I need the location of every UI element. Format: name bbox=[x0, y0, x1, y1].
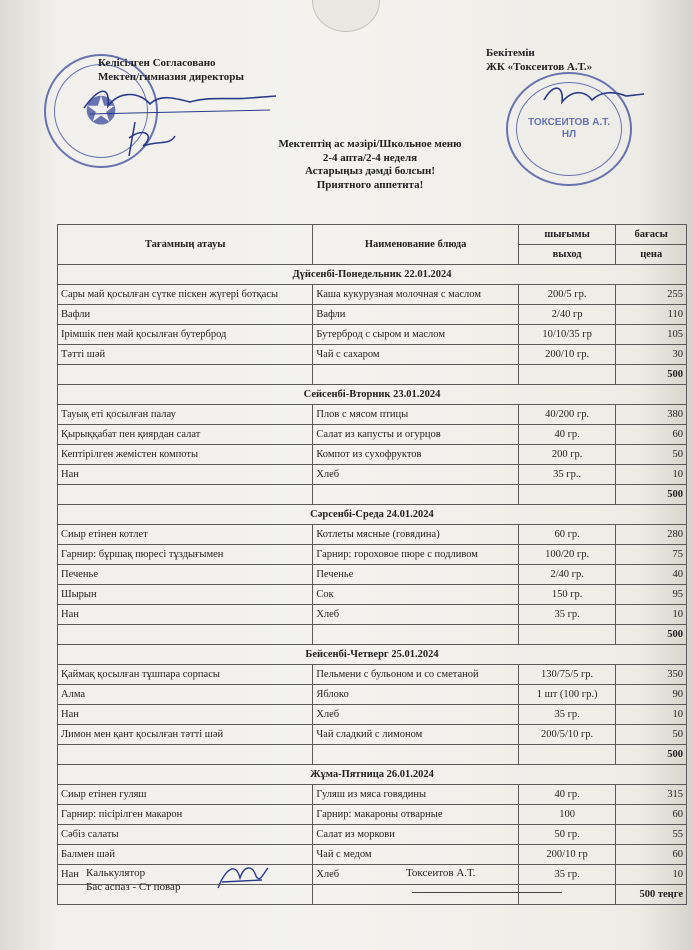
dish-output: 35 гр. bbox=[518, 605, 616, 625]
director-label: Мектеп/гимназия директоры bbox=[98, 71, 244, 83]
director-initials-signature bbox=[115, 116, 185, 166]
dish-name-kaz: Нан bbox=[58, 605, 313, 625]
dish-output: 2/40 гр bbox=[518, 305, 616, 325]
empty-cell bbox=[518, 365, 616, 385]
day-title: Дүйсенбі-Понедельник 22.01.2024 bbox=[58, 265, 687, 285]
day-total: 500 bbox=[616, 625, 687, 645]
dish-name-rus: Хлеб bbox=[313, 865, 519, 885]
dish-name-kaz: Тәтті шәй bbox=[58, 345, 313, 365]
day-header-row bbox=[58, 505, 687, 525]
dish-name-kaz: Сиыр етінен котлет bbox=[58, 525, 313, 545]
dish-output: 200/10 гр. bbox=[518, 345, 616, 365]
day-header-row bbox=[58, 765, 687, 785]
dish-output: 35 гр.. bbox=[518, 465, 616, 485]
dish-name-kaz: Шырын bbox=[58, 585, 313, 605]
footer-calculator bbox=[86, 866, 180, 894]
day-title: Сейсенбі-Вторник 23.01.2024 bbox=[58, 385, 687, 405]
dish-output: 100 bbox=[518, 805, 616, 825]
dish-name-kaz: Нан bbox=[58, 705, 313, 725]
menu-item-row bbox=[58, 685, 687, 705]
page-title bbox=[220, 138, 520, 192]
dish-price: 280 bbox=[616, 525, 687, 545]
dish-output: 200 гр. bbox=[518, 445, 616, 465]
day-total: 500 теңге bbox=[616, 885, 687, 905]
menu-item-row bbox=[58, 345, 687, 365]
dish-price: 10 bbox=[616, 705, 687, 725]
dish-output: 200/10 гр bbox=[518, 845, 616, 865]
dish-name-rus: Чай с медом bbox=[313, 845, 519, 865]
approval-right bbox=[486, 46, 592, 74]
menu-item-row bbox=[58, 845, 687, 865]
menu-item-row bbox=[58, 285, 687, 305]
day-total: 500 bbox=[616, 365, 687, 385]
empty-cell bbox=[313, 625, 519, 645]
dish-name-rus: Салат из моркови bbox=[313, 825, 519, 845]
empty-cell bbox=[58, 625, 313, 645]
menu-item-row bbox=[58, 305, 687, 325]
dish-name-rus: Хлеб bbox=[313, 705, 519, 725]
dish-name-kaz: Нан bbox=[58, 465, 313, 485]
calculator-label: Калькулятор bbox=[86, 867, 146, 879]
agreed-label: Келісілген Согласовано bbox=[98, 57, 216, 69]
menu-item-row bbox=[58, 705, 687, 725]
menu-item-row bbox=[58, 465, 687, 485]
day-total-row bbox=[58, 625, 687, 645]
dish-name-rus: Хлеб bbox=[313, 465, 519, 485]
dish-price: 40 bbox=[616, 565, 687, 585]
menu-item-row bbox=[58, 725, 687, 745]
dish-name-kaz: Нан bbox=[58, 865, 313, 885]
menu-item-row bbox=[58, 445, 687, 465]
dish-price: 10 bbox=[616, 605, 687, 625]
dish-price: 90 bbox=[616, 685, 687, 705]
day-title: Сәрсенбі-Среда 24.01.2024 bbox=[58, 505, 687, 525]
dish-name-kaz: Сәбіз салаты bbox=[58, 825, 313, 845]
dish-name-rus: Каша кукурузная молочная с маслом bbox=[313, 285, 519, 305]
dish-name-rus: Гарнир: гороховое пюре с подливом bbox=[313, 545, 519, 565]
header-price-rus: цена bbox=[616, 245, 687, 265]
empty-cell bbox=[58, 485, 313, 505]
dish-price: 10 bbox=[616, 865, 687, 885]
dish-name-rus: Чай с сахаром bbox=[313, 345, 519, 365]
day-total: 500 bbox=[616, 485, 687, 505]
title-line-3: Астарыңыз дәмді болсын! bbox=[304, 165, 436, 177]
empty-cell bbox=[518, 745, 616, 765]
title-line-1: Мектептің ас мәзірі/Школьное меню bbox=[278, 138, 462, 150]
approver-signature bbox=[540, 78, 650, 118]
dish-output: 40 гр. bbox=[518, 425, 616, 445]
dish-name-rus: Вафли bbox=[313, 305, 519, 325]
entrepreneur-label: ЖК «Токсеитов А.Т.» bbox=[486, 61, 593, 73]
dish-name-rus: Печенье bbox=[313, 565, 519, 585]
empty-cell bbox=[313, 885, 519, 905]
dish-price: 10 bbox=[616, 465, 687, 485]
dish-name-rus: Салат из капусты и огурцов bbox=[313, 425, 519, 445]
empty-cell bbox=[313, 365, 519, 385]
dish-output: 50 гр. bbox=[518, 825, 616, 845]
dish-price: 350 bbox=[616, 665, 687, 685]
signature-line bbox=[412, 892, 562, 893]
dish-name-kaz: Гарнир: бұршақ пюресі тұздығымен bbox=[58, 545, 313, 565]
dish-price: 95 bbox=[616, 585, 687, 605]
empty-cell bbox=[313, 745, 519, 765]
dish-name-rus: Хлеб bbox=[313, 605, 519, 625]
menu-item-row bbox=[58, 425, 687, 445]
dish-output: 35 гр. bbox=[518, 705, 616, 725]
dish-name-kaz: Тауық еті қосылған палау bbox=[58, 405, 313, 425]
menu-item-row bbox=[58, 565, 687, 585]
dish-output: 200/5 гр. bbox=[518, 285, 616, 305]
punch-hole bbox=[312, 0, 380, 32]
empty-cell bbox=[518, 885, 616, 905]
dish-name-kaz: Балмен шәй bbox=[58, 845, 313, 865]
dish-price: 60 bbox=[616, 805, 687, 825]
day-total-row bbox=[58, 485, 687, 505]
footer-signer bbox=[406, 866, 475, 880]
director-signature bbox=[80, 80, 280, 120]
dish-price: 60 bbox=[616, 845, 687, 865]
dish-output: 100/20 гр. bbox=[518, 545, 616, 565]
empty-cell bbox=[58, 745, 313, 765]
dish-price: 255 bbox=[616, 285, 687, 305]
empty-cell bbox=[58, 365, 313, 385]
dish-name-kaz: Сары май қосылған сүтке піскен жүгері ботқасы bbox=[58, 285, 313, 305]
dish-price: 75 bbox=[616, 545, 687, 565]
dish-output: 130/75/5 гр. bbox=[518, 665, 616, 685]
dish-name-kaz: Алма bbox=[58, 685, 313, 705]
dish-name-rus: Компот из сухофруктов bbox=[313, 445, 519, 465]
dish-output: 40/200 гр. bbox=[518, 405, 616, 425]
header-rus: Наименование блюда bbox=[313, 225, 519, 265]
menu-item-row bbox=[58, 605, 687, 625]
dish-output: 35 гр. bbox=[518, 865, 616, 885]
day-header-row bbox=[58, 385, 687, 405]
dish-name-kaz: Лимон мен қант қосылған тәтті шәй bbox=[58, 725, 313, 745]
dish-name-kaz: Қаймақ қосылған тұшпара сорпасы bbox=[58, 665, 313, 685]
day-title: Бейсенбі-Четверг 25.01.2024 bbox=[58, 645, 687, 665]
dish-price: 50 bbox=[616, 725, 687, 745]
day-header-row bbox=[58, 645, 687, 665]
header-out-kaz: шығымы bbox=[518, 225, 616, 245]
menu-item-row bbox=[58, 785, 687, 805]
dish-name-rus: Чай сладкий с лимоном bbox=[313, 725, 519, 745]
dish-output: 2/40 гр. bbox=[518, 565, 616, 585]
menu-item-row bbox=[58, 825, 687, 845]
dish-name-rus: Гарнир: макароны отварные bbox=[313, 805, 519, 825]
dish-name-kaz: Қырыққабат пен қиярдан салат bbox=[58, 425, 313, 445]
day-total-row bbox=[58, 365, 687, 385]
dish-name-rus: Сок bbox=[313, 585, 519, 605]
approve-label: Бекітемін bbox=[486, 47, 535, 59]
dish-price: 105 bbox=[616, 325, 687, 345]
menu-table bbox=[57, 224, 687, 905]
dish-output: 40 гр. bbox=[518, 785, 616, 805]
dish-name-rus: Яблоко bbox=[313, 685, 519, 705]
title-line-2: 2-4 апта/2-4 неделя bbox=[322, 151, 418, 164]
menu-item-row bbox=[58, 585, 687, 605]
dish-price: 380 bbox=[616, 405, 687, 425]
dish-name-kaz: Гарнир: пісірілген макарон bbox=[58, 805, 313, 825]
dish-output: 150 гр. bbox=[518, 585, 616, 605]
menu-item-row bbox=[58, 325, 687, 345]
signer-name: Токсеитов А.Т. bbox=[406, 867, 476, 879]
empty-cell bbox=[313, 485, 519, 505]
chef-label: Бас аспаз - Ст повар bbox=[86, 881, 181, 893]
day-title: Жұма-Пятница 26.01.2024 bbox=[58, 765, 687, 785]
day-header-row bbox=[58, 265, 687, 285]
dish-name-kaz: Кептірілген жемістен компоты bbox=[58, 445, 313, 465]
dish-name-rus: Бутерброд с сыром и маслом bbox=[313, 325, 519, 345]
dish-name-rus: Пельмени с бульоном и со сметаной bbox=[313, 665, 519, 685]
dish-name-kaz: Ірімшік пен май қосылған бутерброд bbox=[58, 325, 313, 345]
dish-price: 50 bbox=[616, 445, 687, 465]
dish-price: 110 bbox=[616, 305, 687, 325]
dish-name-rus: Котлеты мясные (говядина) bbox=[313, 525, 519, 545]
dish-name-rus: Плов с мясом птицы bbox=[313, 405, 519, 425]
seal-name: ТОКСЕИТОВ А.Т. bbox=[527, 117, 611, 128]
header-price-kaz: бағасы bbox=[616, 225, 687, 245]
dish-price: 60 bbox=[616, 425, 687, 445]
dish-output: 60 гр. bbox=[518, 525, 616, 545]
approval-left bbox=[98, 56, 244, 84]
day-total-row bbox=[58, 745, 687, 765]
header-kaz: Тағамның атауы bbox=[58, 225, 313, 265]
dish-price: 30 bbox=[616, 345, 687, 365]
dish-name-kaz: Печенье bbox=[58, 565, 313, 585]
menu-item-row bbox=[58, 405, 687, 425]
empty-cell bbox=[518, 625, 616, 645]
title-line-4: Приятного аппетита! bbox=[316, 178, 424, 191]
menu-body bbox=[58, 265, 687, 905]
dish-name-rus: Гуляш из мяса говядины bbox=[313, 785, 519, 805]
dish-output: 10/10/35 гр bbox=[518, 325, 616, 345]
header-out-rus: выход bbox=[518, 245, 616, 265]
menu-item-row bbox=[58, 665, 687, 685]
day-total: 500 bbox=[616, 745, 687, 765]
menu-item-row bbox=[58, 525, 687, 545]
empty-cell bbox=[518, 485, 616, 505]
dish-name-kaz: Сиыр етінен гуляш bbox=[58, 785, 313, 805]
dish-price: 315 bbox=[616, 785, 687, 805]
dish-name-kaz: Вафли bbox=[58, 305, 313, 325]
seal-number: НЛ bbox=[561, 129, 577, 140]
dish-price: 55 bbox=[616, 825, 687, 845]
dish-output: 1 шт (100 гр.) bbox=[518, 685, 616, 705]
menu-item-row bbox=[58, 545, 687, 565]
emblem-icon: ✪ bbox=[85, 90, 117, 133]
dish-output: 200/5/10 гр. bbox=[518, 725, 616, 745]
menu-item-row bbox=[58, 805, 687, 825]
chef-signature bbox=[212, 858, 272, 898]
